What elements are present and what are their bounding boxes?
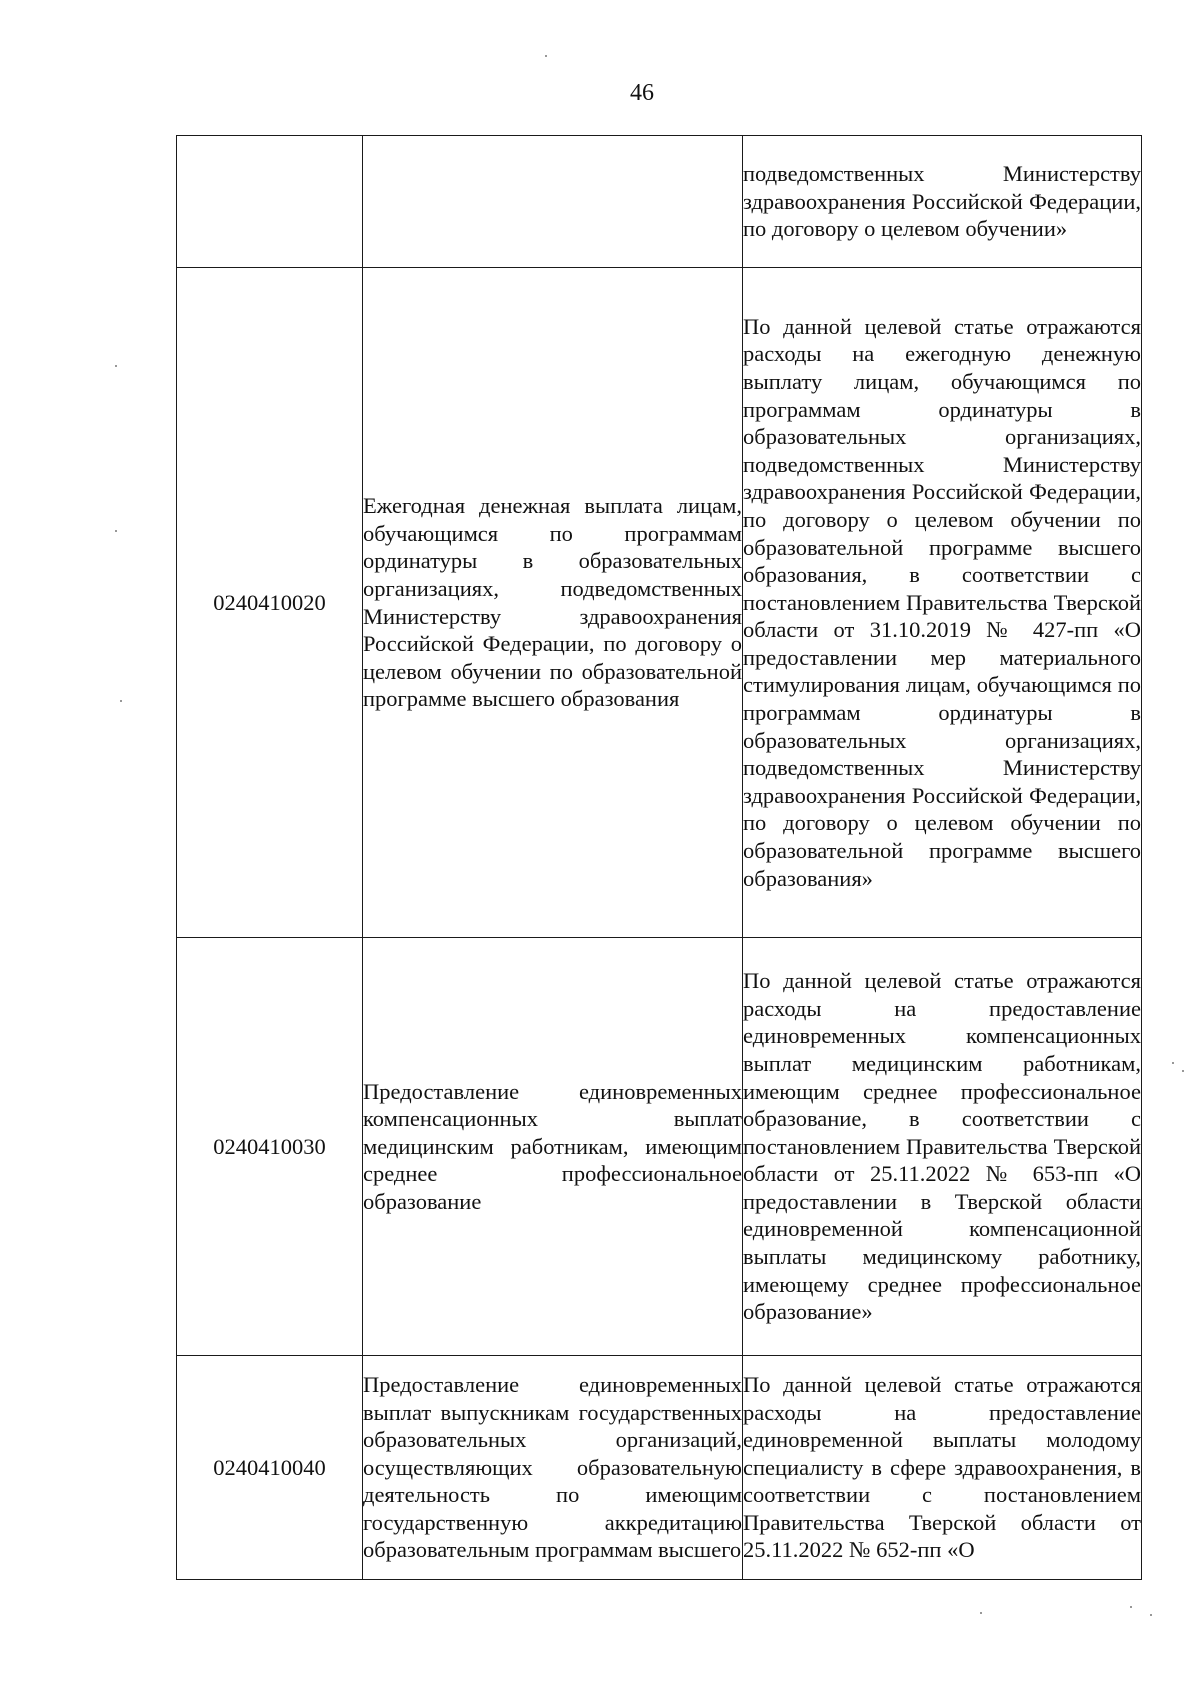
target-article-name: Предоставление единовременных выплат выпускникам государственных образовательных организаций, осуществляющих образовательную деятельность по имеющим государственную аккредитацию образовательным программам высшего — [363, 1371, 742, 1563]
description-cell — [743, 268, 1142, 938]
table-row — [177, 938, 1142, 1356]
target-article-code: 0240410020 — [213, 589, 326, 615]
code-cell — [177, 1356, 363, 1580]
scan-speck — [1150, 1614, 1152, 1616]
target-article-description: По данной целевой статье отражаются расходы на предоставление единовременных компенсационных выплат медицинским работникам, имеющим среднее профессиональное образование, в соответствии с постановлением Правительства Тверской области от 25.11.2022 № 653-пп «О предоставлении в Тверской области единовременной компенсационной выплаты медицинскому работнику, имеющему среднее профессиональное образование» — [743, 968, 1141, 1325]
target-article-code: 0240410030 — [213, 1133, 326, 1159]
description-cell — [743, 938, 1142, 1356]
target-article-description: По данной целевой статье отражаются расходы на ежегодную денежную выплату лицам, обучающимся по программам ординатуры в образовательных организациях, подведомственных Министерству здравоохранения Российской Федерации, по договору о целевом обучении по образовательной программе высшего образования, в соответствии с постановлением Правительства Тверской области от 31.10.2019 № 427-пп «О предоставлении мер материального стимулирования лицам, обучающимся по программам ординатуры в образовательных организациях, подведомственных Министерству здравоохранения Российской Федерации, по договору о целевом обучении по образовательной программе высшего образования» — [743, 313, 1141, 891]
name-cell — [363, 136, 743, 268]
target-article-description: подведомственных Министерству здравоохранения Российской Федерации, по договору о целевом обучении» — [743, 161, 1141, 242]
name-cell — [363, 938, 743, 1356]
code-cell — [177, 268, 363, 938]
target-article-description: По данной целевой статье отражаются расходы на предоставление единовременной выплаты молодому специалисту в сфере здравоохранения, в соответствии с постановлением Правительства Тверской области от 25.11.2022 № 652-пп «О — [743, 1371, 1141, 1563]
target-article-name: Предоставление единовременных компенсационных выплат медицинским работникам, имеющим среднее профессиональное образование — [363, 1078, 742, 1214]
name-cell — [363, 1356, 743, 1580]
code-cell — [177, 136, 363, 268]
table-row — [177, 136, 1142, 268]
scan-speck — [545, 55, 547, 57]
scan-speck — [980, 1612, 982, 1614]
scan-speck — [120, 700, 122, 702]
scan-speck — [115, 530, 117, 532]
budget-classification-table — [176, 135, 1142, 1580]
table-row — [177, 268, 1142, 938]
code-cell — [177, 938, 363, 1356]
name-cell — [363, 268, 743, 938]
description-cell — [743, 1356, 1142, 1580]
description-cell — [743, 136, 1142, 268]
scan-speck — [1130, 1606, 1132, 1608]
scan-speck — [115, 365, 117, 367]
page-number: 46 — [630, 80, 654, 106]
table-row — [177, 1356, 1142, 1580]
scan-speck — [1172, 1062, 1174, 1064]
target-article-code: 0240410040 — [213, 1454, 326, 1480]
target-article-name: Ежегодная денежная выплата лицам, обучающимся по программам ординатуры в образовательных организациях, подведомственных Министерству здравоохранения Российской Федерации, по договору о целевом обучении по образовательной программе высшего образования — [363, 493, 742, 712]
scan-speck — [1182, 1070, 1184, 1072]
